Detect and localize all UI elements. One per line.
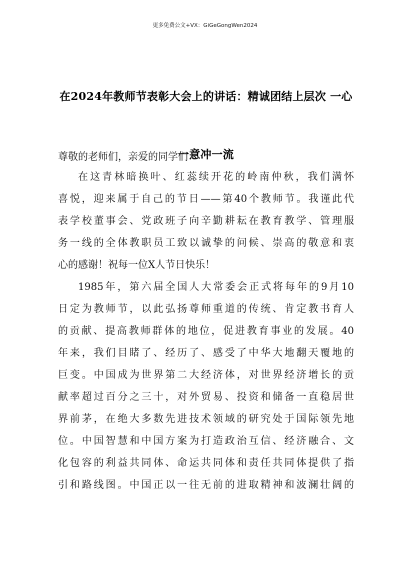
salutation: 尊敬的老师们，亲爱的同学们： xyxy=(58,152,198,163)
paragraph-line: 务一线的全体教职员工致以诚挚的问候、崇高的敬意和衷 xyxy=(58,238,354,249)
paragraph-line: 在这青林暗换叶、红蕊续开花的岭南仲秋，我们满怀 xyxy=(78,172,354,183)
paragraph-line: 献率超过百分之三十，对外贸易、投资和储备一直稳居世 xyxy=(58,392,354,403)
paragraph-line: 日定为教师节，以此弘扬尊师重道的传统、肯定教书育人 xyxy=(58,304,354,315)
header-note: 更多免费公文+VX：GiGeGongWen2024 xyxy=(152,23,258,29)
paragraph-line: 巨变。中国成为世界第二大经济体，对世界经济增长的贡 xyxy=(58,370,354,381)
paragraph-line: 喜悦，迎来属于自己的节日——第40个教师节。我谨此代 xyxy=(58,194,354,205)
paragraph-line: 1985年，第六届全国人大常委会正式将每年的9月10 xyxy=(78,282,354,293)
paragraph-line: 化包容的利益共同体、命运共同体和责任共同体提供了指 xyxy=(58,458,354,469)
paragraph-line: 年来，我们目睹了、经历了、感受了中华大地翻天覆地的 xyxy=(58,348,354,359)
paragraph-line: 引和路线图。中国正以一往无前的进取精神和波澜壮阔的 xyxy=(58,480,354,491)
paragraph-line: 界前茅，在绝大多数先进技术领域的研究处于国际领先地 xyxy=(58,414,354,425)
title-line: 一意冲一流 xyxy=(178,148,234,161)
paragraph-line: 位。中国智慧和中国方案为打造政治互信、经济融合、文 xyxy=(58,436,354,447)
title-line: 在2024年教师节表彰大会上的讲话：精诚团结上层次 一心 xyxy=(59,90,353,103)
paragraph-line: 的贡献、提高教师群体的地位，促进教育事业的发展。40 xyxy=(58,326,354,337)
paragraph-line: 表学校董事会、党政班子向辛勤耕耘在教育教学、管理服 xyxy=(58,216,354,227)
paragraph-line: 心的感谢！祝每一位X人节日快乐！ xyxy=(58,260,216,271)
document-body xyxy=(58,167,354,497)
